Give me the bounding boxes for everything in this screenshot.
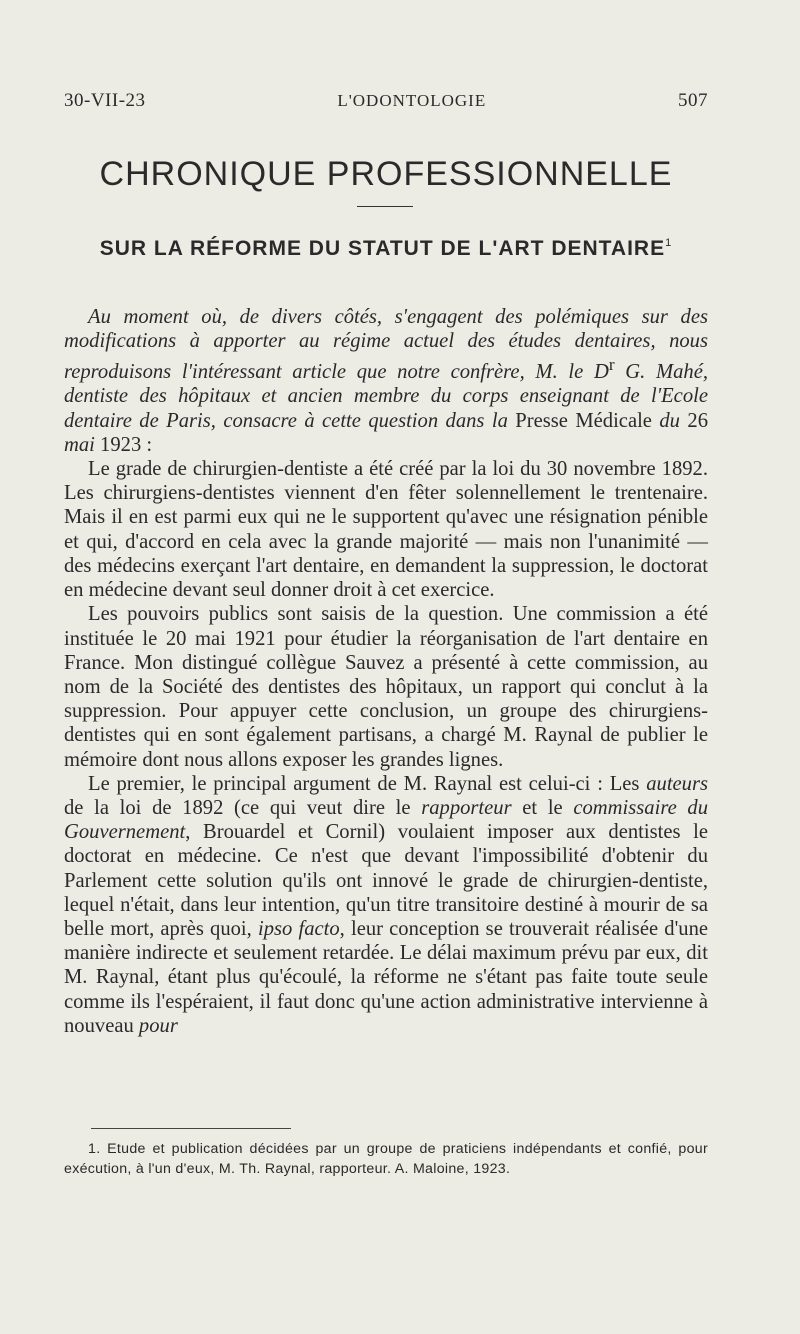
paragraph-2: Les pouvoirs publics sont saisis de la question. Une commission a été instituée le 20 mai 1921 pour étudier la réorganisation de l'art dentaire en France. Mon distingué collègue Sauvez a présenté à cette commission, au nom de la Société des dentistes des hôpitaux, un rapport qui conclut à la suppression. Pour appuyer cette conclusion, un groupe des chirurgiens-dentistes qui en sont également partisans, a chargé M. Raynal de publier le mémoire dont nous allons exposer les grandes lignes. (64, 603, 708, 771)
intro-text-2: G. Mahé, dentiste des hôpitaux et ancien membre du corps enseignant de l'Ecole dentaire de Paris, consacre à cette question dans la (64, 361, 709, 432)
article-title-text: SUR LA RÉFORME DU STATUT DE L'ART DENTAIRE (99, 237, 666, 260)
footnote-reference: 1 (665, 237, 673, 249)
footnote (64, 1139, 708, 1179)
issue-date: 30-VII-23 (64, 90, 146, 111)
intro-text-4: mai (64, 433, 101, 456)
intro-sup: r (608, 355, 615, 375)
p3-text-c: et le (511, 796, 574, 819)
paragraph-3 (64, 772, 708, 1038)
intro-date-number: 26 (687, 409, 708, 432)
paragraph-1: Le grade de chirurgien-dentiste a été créé par la loi du 30 novembre 1892. Les chirurgiens-dentistes viennent d'en fêter solennellement le trentenaire. Mais il en est parmi eux qui ne le supportent qu'avec une résignation pénible et qui, d'accord en cela avec la grande majorité — mais non l'unanimité — des médecins exerçant l'art dentaire, en demandent la suppression, le doctorat en médecine devant seul donner droit à cet exercice. (64, 458, 708, 602)
intro-text-3: du (651, 409, 688, 432)
journal-name: L'ODONTOLOGIE (337, 91, 487, 110)
intro-paragraph (64, 305, 708, 457)
running-header (64, 90, 708, 112)
title-divider (357, 206, 413, 207)
p3-auteurs: auteurs (646, 772, 708, 795)
p3-text-b: de la loi de 1892 (ce qui veut dire le (64, 796, 422, 819)
publication-name: Presse Médicale (515, 409, 652, 432)
footnote-text: 1. Etude et publication décidées par un groupe de praticiens indépendants et confié, pour exécution, à l'un d'eux, M. Th. Raynal, rapporteur. A. Maloine, 1923. (64, 1141, 708, 1177)
article-title (64, 230, 708, 262)
p3-rapporteur: rapporteur (421, 796, 512, 819)
footnote-divider (91, 1128, 291, 1129)
article-body (64, 305, 708, 1038)
intro-text-1: Au moment où, de divers côtés, s'engagent des polémiques sur des modifications à apporter au régime actuel des études dentaires, nous reproduisons l'intéressant article que notre confrère, M. le D (64, 306, 708, 384)
p3-ipso-facto: ipso facto (257, 917, 340, 940)
page-number: 507 (678, 90, 708, 111)
p3-text-e: , leur conception se trouverait réalisée d'une manière indirecte et seulement retardée. Le délai maximum prévu par eux, dit M. Raynal, étant plus qu'écoulé, la réforme ne s'étant pas faite toute seule comme ils l'espéraient, il faut donc qu'une action administrative intervienne à nouveau (64, 917, 709, 1037)
p3-text-a: Le premier, le principal argument de M. Raynal est celui-ci : Les (88, 772, 647, 795)
p3-text-d: , Brouardel et Cornil) voulaient imposer aux dentistes le doctorat en médecine. Ce n'est que devant l'impossibilité d'obtenir du Parlement cette solution qu'ils ont innové le grade de chirurgien-dentiste, lequel n'était, dans leur intention, qu'un titre transitoire destiné à mourir de sa belle mort, après quoi, (64, 821, 708, 940)
intro-year: 1923 : (100, 433, 153, 456)
section-title: CHRONIQUE PROFESSIONNELLE (99, 155, 673, 193)
p3-commissaire: commissaire du Gouvernement (64, 796, 708, 844)
p3-pour: pour (138, 1014, 178, 1037)
